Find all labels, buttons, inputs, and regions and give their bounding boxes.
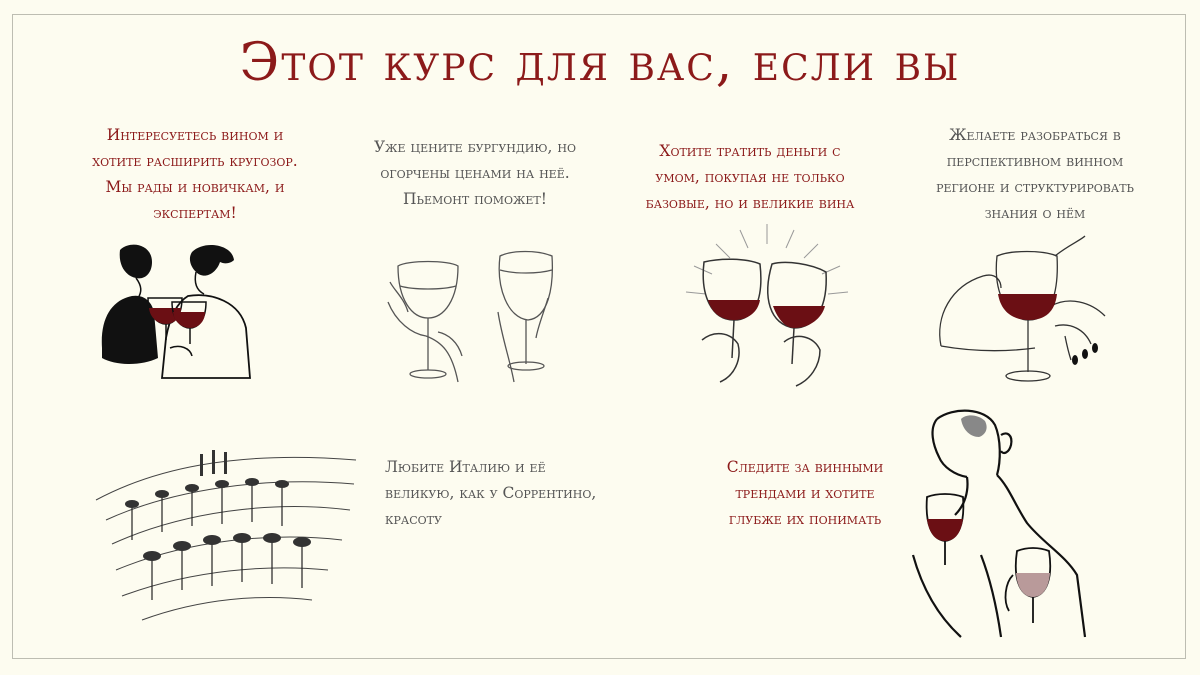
caption-line: знания о нём xyxy=(984,204,1086,222)
caption-line: Мы рады и новичкам, и xyxy=(105,178,285,196)
caption-italy xyxy=(385,454,685,532)
caption-line: огорчены ценами на неё. xyxy=(380,164,570,182)
caption-line: глубже их понимать xyxy=(728,510,882,528)
caption-line: Желаете разобраться в xyxy=(949,126,1121,144)
caption-line: регионе и структурировать xyxy=(936,178,1134,196)
caption-line: умом, покупая не только xyxy=(655,168,845,186)
caption-region xyxy=(885,122,1185,226)
caption-line: трендами и хотите xyxy=(735,484,875,502)
caption-burgundy xyxy=(325,134,625,212)
man-smelling-wine-icon xyxy=(905,405,1115,640)
vineyard-landscape-icon xyxy=(92,440,362,640)
caption-line: великую, как у Соррентино, xyxy=(385,484,597,502)
caption-line: Любите Италию и её xyxy=(385,458,546,476)
caption-line: перспективном винном xyxy=(946,152,1124,170)
caption-line: Хотите тратить деньги с xyxy=(659,142,841,160)
caption-line: Уже цените бургундию, но xyxy=(373,138,576,156)
page-title: Этот курс для вас, если вы xyxy=(239,33,961,93)
caption-trends xyxy=(680,454,930,532)
caption-line: Пьемонт поможет! xyxy=(403,190,547,208)
caption-line: экспертам! xyxy=(153,204,237,222)
caption-line: Интересуетесь вином и xyxy=(106,126,284,144)
caption-line: базовые, но и великие вина xyxy=(645,194,855,212)
caption-line: Следите за винными xyxy=(726,458,884,476)
caption-spend-wisely xyxy=(600,138,900,216)
caption-line: красоту xyxy=(385,510,442,528)
caption-interest xyxy=(40,122,350,226)
couple-toasting-icon xyxy=(92,238,262,388)
clinking-glasses-icon xyxy=(680,220,855,390)
caption-line: хотите расширить кругозор. xyxy=(92,152,298,170)
hands-holding-glasses-icon xyxy=(378,242,563,387)
hand-with-glass-icon xyxy=(935,236,1110,386)
